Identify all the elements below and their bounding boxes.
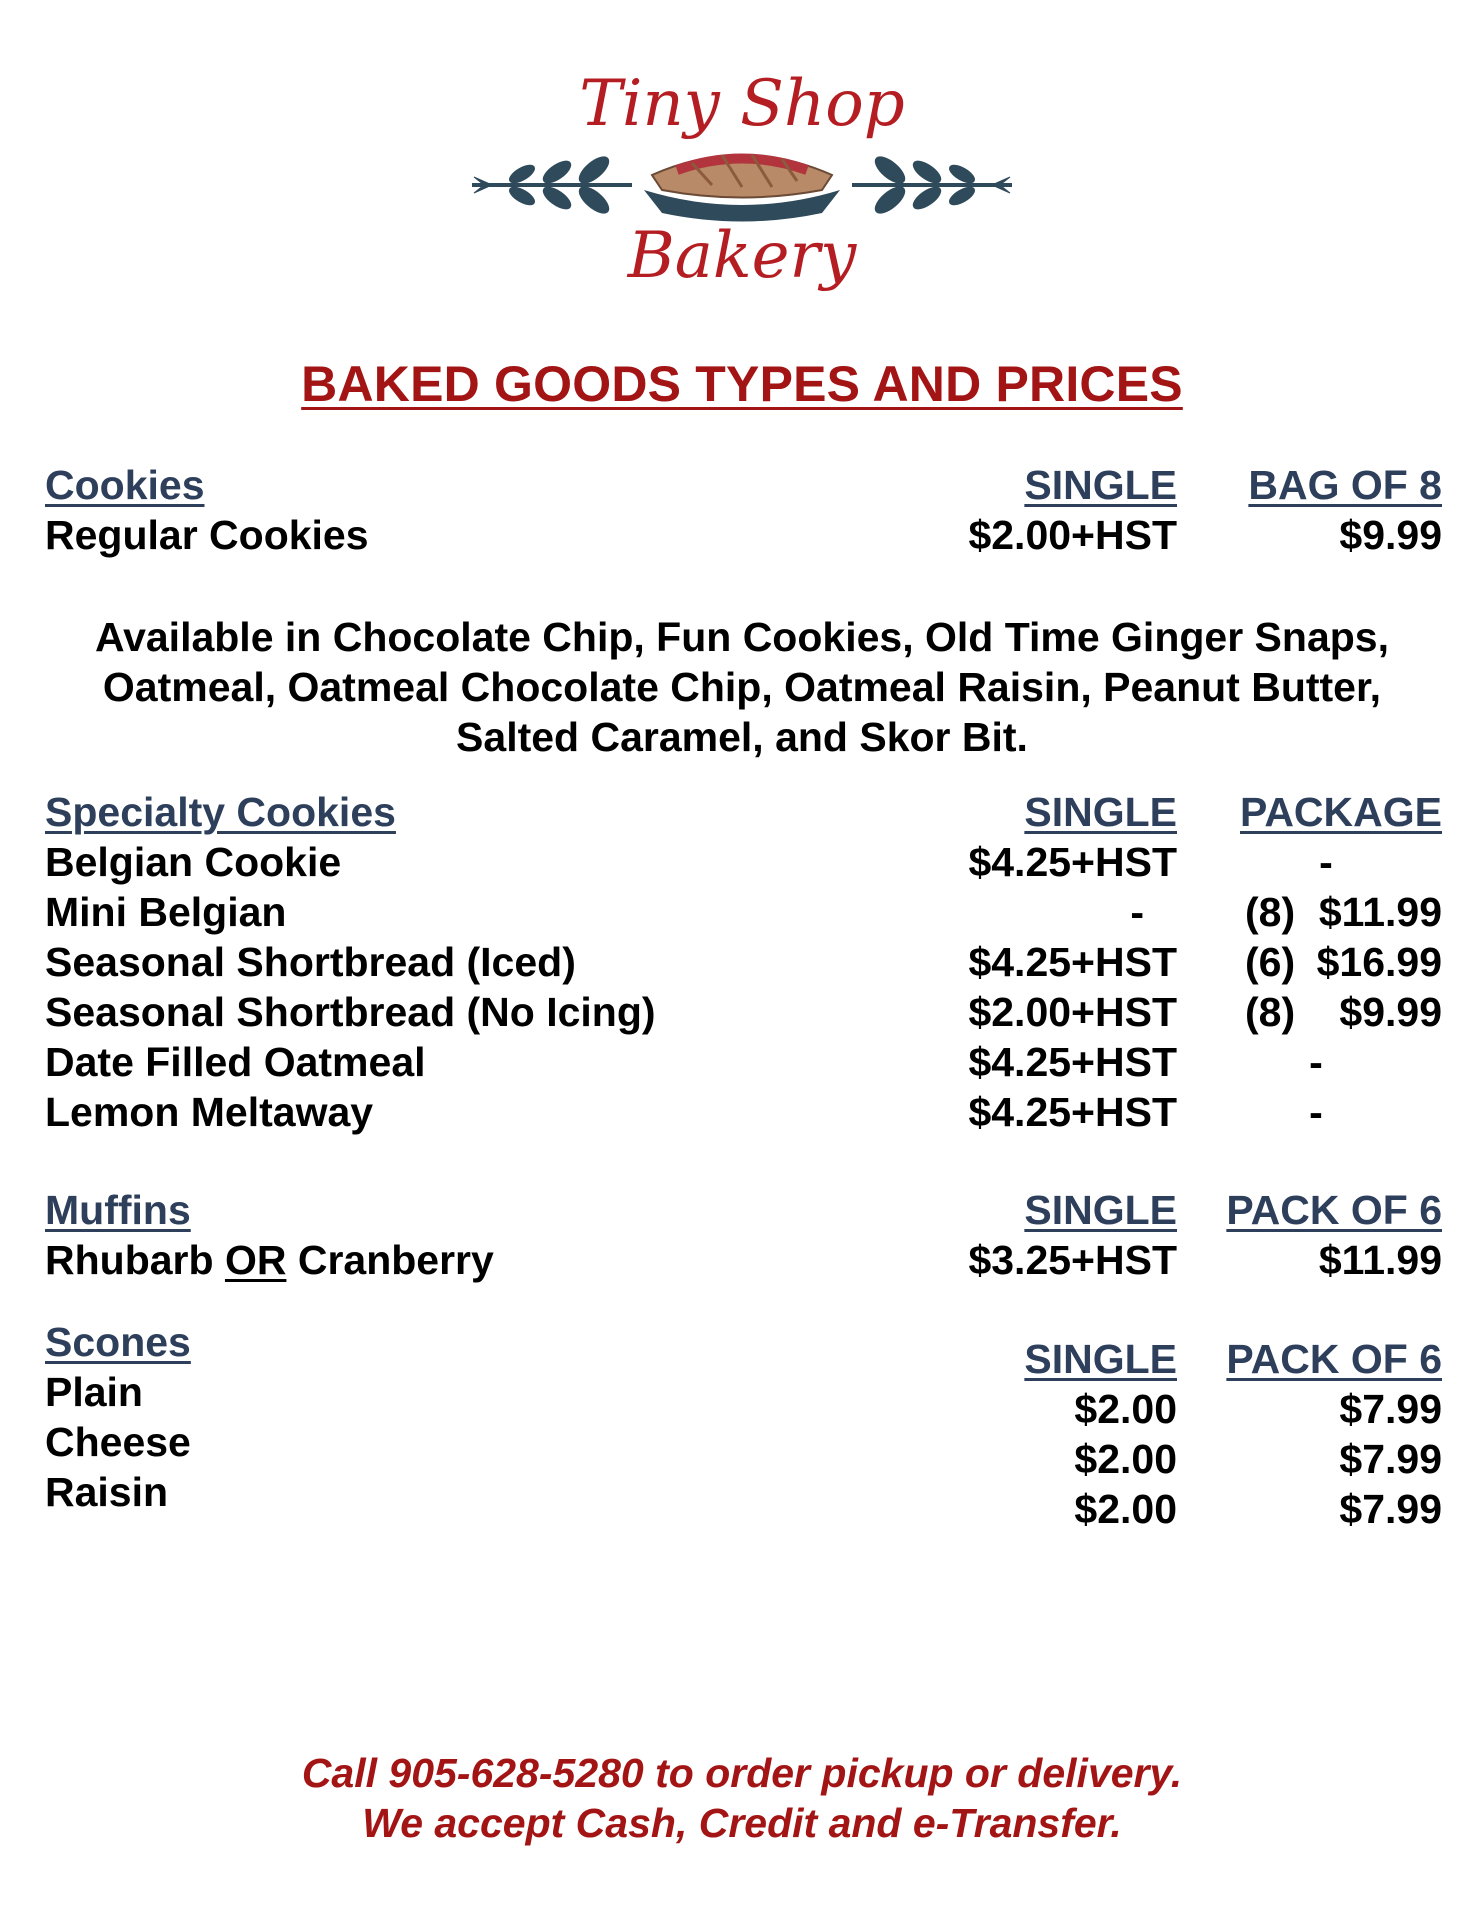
item-single-price: $4.25+HST [968,939,1177,985]
item-pack-price: $9.99 [1339,989,1442,1035]
right-branch-icon [852,152,1012,217]
logo-line2: Bakery [627,219,857,293]
scones-price-row [0,1484,1484,1534]
item-name: Regular Cookies [45,512,369,558]
item-name: Plain [45,1369,143,1415]
item-pack-count: (8) [1245,889,1296,935]
footer-order-line: Call 905-628-5280 to order pickup or delivery. [301,1750,1183,1796]
item-name: Mini Belgian [45,889,287,935]
item-single-price: $4.25+HST [968,1039,1177,1085]
item-pack-price: - [1319,839,1333,885]
bakery-logo [462,55,1022,295]
item-single-price: $4.25+HST [968,839,1177,885]
item-pack-price: $11.99 [1318,889,1442,935]
muffins-item-row [0,1235,1484,1285]
item-pack-price: $11.99 [1318,1237,1442,1283]
item-single-price: $3.25+HST [968,1237,1177,1283]
item-single-price: $2.00 [1074,1436,1177,1482]
scones-price-row [0,1384,1484,1434]
item-pack-price: $7.99 [1339,1436,1442,1482]
logo-line1: Tiny Shop [579,67,905,141]
item-name: Belgian Cookie [45,839,342,885]
item-name [45,1235,494,1285]
scones-price-row [0,1434,1484,1484]
muffins-header-row [0,1185,1484,1235]
item-single-price: $2.00 [1074,1386,1177,1432]
item-name: Seasonal Shortbread (No Icing) [45,989,656,1035]
scones-section-heading: Scones [45,1319,191,1365]
item-pack-count: (6) [1245,939,1296,985]
pie-icon [644,155,840,222]
item-pack-count: (8) [1245,989,1296,1035]
item-single-price: $2.00+HST [968,989,1177,1035]
cookie-flavours-text: Available in Chocolate Chip, Fun Cookies, Old Time Ginger Snaps, Oatmeal, Oatmeal Chocolate Chip, Oatmeal Raisin, Peanut Butter, Salted Caramel, and Skor Bit. [94,614,1389,760]
cookies-header-row [0,460,1484,510]
cookies-section-heading: Cookies [45,462,205,508]
page-title-text: BAKED GOODS TYPES AND PRICES [301,356,1183,412]
item-name-part1: Rhubarb [45,1237,225,1283]
cookies-pack-heading: BAG OF 8 [1248,462,1442,508]
specialty-item-row [0,887,1484,937]
item-single-price: - [1130,889,1144,935]
footer-payment-line: We accept Cash, Credit and e-Transfer. [362,1800,1122,1846]
item-pack-price: $9.99 [1339,512,1442,558]
item-name: Seasonal Shortbread (Iced) [45,939,576,985]
item-pack-price: $7.99 [1339,1386,1442,1432]
item-single-price: $2.00 [1074,1486,1177,1532]
left-branch-icon [472,152,632,217]
page-title [0,355,1484,413]
item-single-price: $4.25+HST [968,1089,1177,1135]
specialty-item-row [0,937,1484,987]
item-name: Lemon Meltaway [45,1089,374,1135]
muffins-section-heading: Muffins [45,1187,191,1233]
item-name: Cheese [45,1419,191,1465]
cookies-single-heading: SINGLE [1024,462,1177,508]
item-name: Date Filled Oatmeal [45,1039,426,1085]
item-pack-price: $16.99 [1316,939,1442,985]
specialty-item-row [0,1087,1484,1137]
item-name-part2: Cranberry [286,1237,494,1283]
specialty-pack-heading: PACKAGE [1240,789,1442,835]
item-single-price: $2.00+HST [968,512,1177,558]
item-pack-price: - [1309,1039,1323,1085]
scones-pack-heading: PACK OF 6 [1226,1336,1442,1382]
item-name-or: OR [224,1237,287,1283]
item-pack-price: $7.99 [1339,1486,1442,1532]
muffins-pack-heading: PACK OF 6 [1226,1187,1442,1233]
specialty-single-heading: SINGLE [1024,789,1177,835]
specialty-header-row [0,787,1484,837]
specialty-item-row [0,837,1484,887]
cookies-item-row [0,510,1484,560]
muffins-single-heading: SINGLE [1024,1187,1177,1233]
specialty-item-row [0,987,1484,1037]
specialty-section-heading: Specialty Cookies [45,789,396,835]
specialty-item-row [0,1037,1484,1087]
item-pack-price: - [1309,1089,1323,1135]
item-name: Raisin [45,1469,169,1515]
scones-single-heading: SINGLE [1024,1336,1177,1382]
